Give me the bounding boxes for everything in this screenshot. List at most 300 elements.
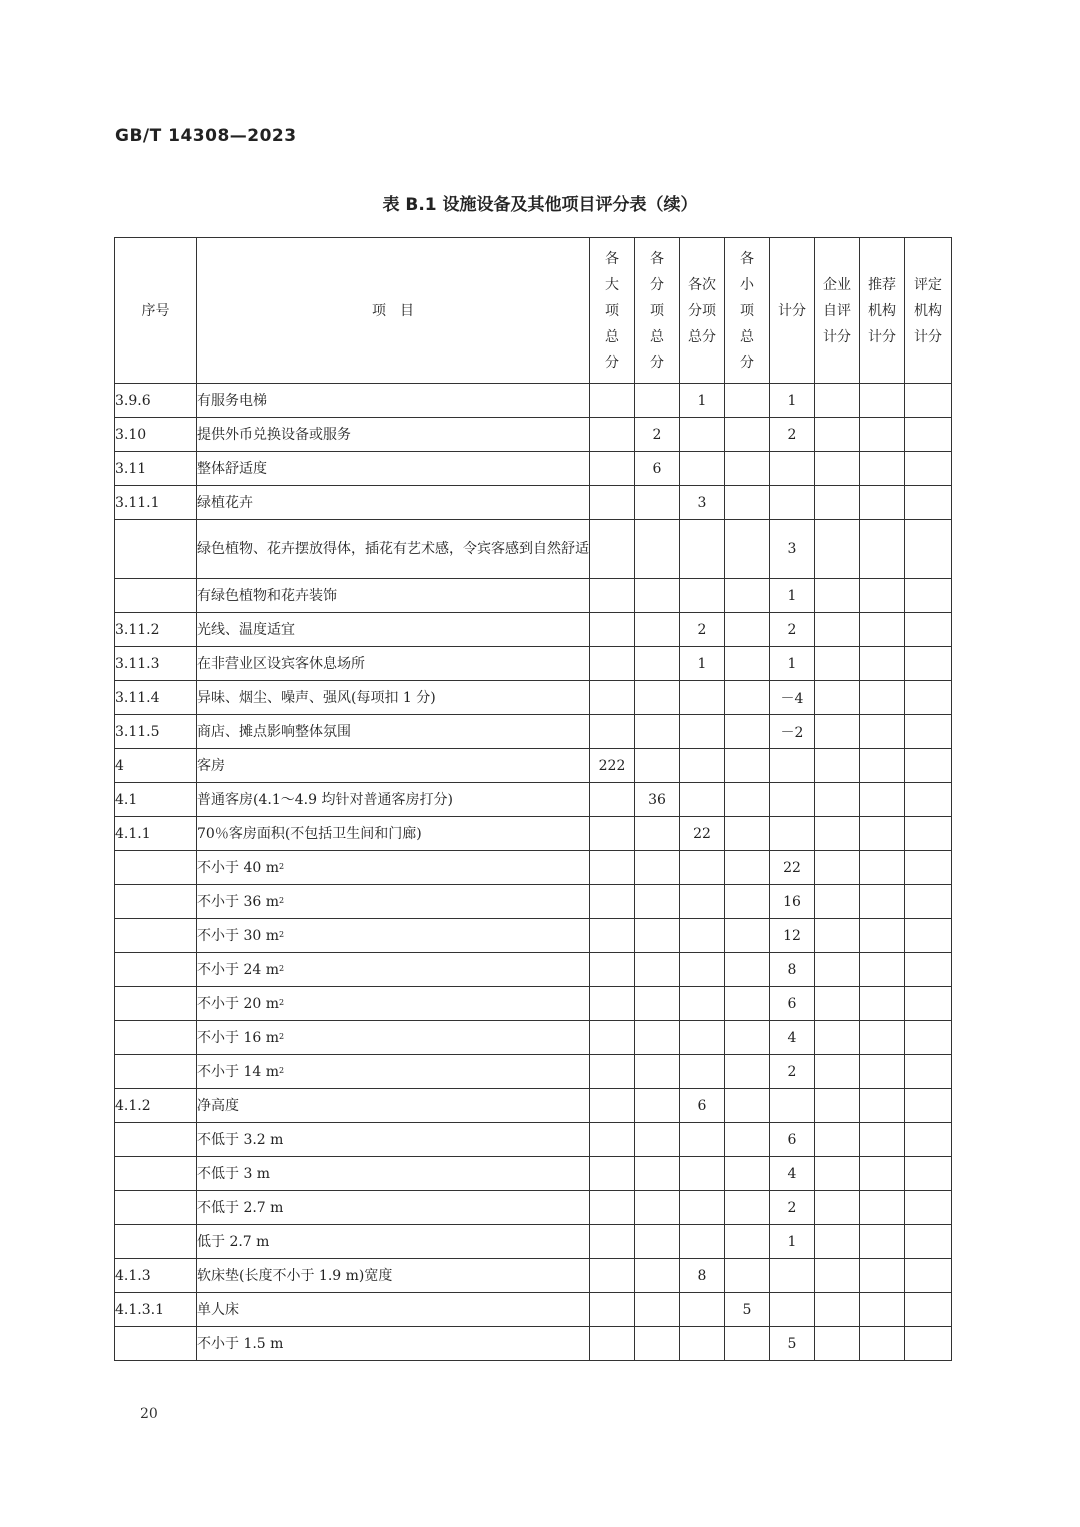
row-number-cell: 4.1: [115, 783, 197, 817]
item-text: 在非营业区设宾客休息场所: [197, 655, 365, 672]
secondary-item-total-cell: [680, 715, 725, 749]
minor-item-total-cell: [725, 1123, 770, 1157]
item-cell: [197, 919, 590, 953]
secondary-item-total-cell: 3: [680, 486, 725, 520]
score-cell: －4: [770, 681, 815, 715]
score-cell: 4: [770, 1157, 815, 1191]
row-number-cell: [115, 851, 197, 885]
table-row: [115, 520, 952, 579]
self-eval-score-cell: [815, 579, 860, 613]
row-number-cell: 4.1.1: [115, 817, 197, 851]
table-title: 表 B.1 设施设备及其他项目评分表（续）: [382, 195, 698, 215]
major-item-total-cell: [590, 613, 635, 647]
rating-org-score-cell: [905, 715, 952, 749]
secondary-item-total-cell: [680, 681, 725, 715]
secondary-item-total-cell: [680, 953, 725, 987]
major-item-total-cell: [590, 520, 635, 579]
secondary-item-total-cell: [680, 851, 725, 885]
sub-item-total-cell: [635, 1293, 680, 1327]
item-cell: [197, 1055, 590, 1089]
table-row: [115, 919, 952, 953]
unit-superscript: 2: [279, 895, 285, 905]
row-number-cell: [115, 520, 197, 579]
score-cell: 3: [770, 520, 815, 579]
unit-superscript: 2: [279, 963, 285, 973]
rating-org-score-cell: [905, 452, 952, 486]
score-cell: 2: [770, 613, 815, 647]
rating-org-score-cell: [905, 613, 952, 647]
column-header: 各 分 项 总 分: [635, 238, 680, 384]
item-cell: [197, 885, 590, 919]
column-header: 企业 自评 计分: [815, 238, 860, 384]
table-row: [115, 1055, 952, 1089]
secondary-item-total-cell: [680, 579, 725, 613]
major-item-total-cell: [590, 486, 635, 520]
row-number-cell: 3.11.3: [115, 647, 197, 681]
row-number-cell: 4.1.3.1: [115, 1293, 197, 1327]
item-cell: [197, 851, 590, 885]
item-text: 不低于 2.7 m: [197, 1199, 284, 1216]
table-row: [115, 1157, 952, 1191]
row-number-cell: 4.1.3: [115, 1259, 197, 1293]
self-eval-score-cell: [815, 452, 860, 486]
recommend-org-score-cell: [860, 418, 905, 452]
item-text: 不小于 20 m: [197, 995, 279, 1012]
sub-item-total-cell: [635, 953, 680, 987]
minor-item-total-cell: [725, 1259, 770, 1293]
row-number-cell: [115, 579, 197, 613]
row-number-cell: 4: [115, 749, 197, 783]
self-eval-score-cell: [815, 783, 860, 817]
recommend-org-score-cell: [860, 1259, 905, 1293]
major-item-total-cell: [590, 1225, 635, 1259]
minor-item-total-cell: [725, 953, 770, 987]
minor-item-total-cell: [725, 987, 770, 1021]
major-item-total-cell: [590, 715, 635, 749]
score-cell: 1: [770, 647, 815, 681]
major-item-total-cell: [590, 1021, 635, 1055]
recommend-org-score-cell: [860, 817, 905, 851]
major-item-total-cell: [590, 851, 635, 885]
major-item-total-cell: [590, 1327, 635, 1361]
sub-item-total-cell: [635, 817, 680, 851]
secondary-item-total-cell: 2: [680, 613, 725, 647]
recommend-org-score-cell: [860, 1293, 905, 1327]
item-cell: [197, 1191, 590, 1225]
item-text: 不小于 1.5 m: [197, 1335, 284, 1352]
item-cell: [197, 1327, 590, 1361]
item-cell: [197, 1157, 590, 1191]
scoring-table: [114, 237, 952, 1361]
minor-item-total-cell: [725, 579, 770, 613]
score-cell: [770, 749, 815, 783]
score-cell: 1: [770, 1225, 815, 1259]
row-number-cell: [115, 1021, 197, 1055]
score-cell: 1: [770, 579, 815, 613]
minor-item-total-cell: [725, 919, 770, 953]
secondary-item-total-cell: [680, 1191, 725, 1225]
item-cell: [197, 486, 590, 520]
minor-item-total-cell: [725, 647, 770, 681]
table-row: [115, 1021, 952, 1055]
minor-item-total-cell: [725, 681, 770, 715]
minor-item-total-cell: 5: [725, 1293, 770, 1327]
minor-item-total-cell: [725, 418, 770, 452]
recommend-org-score-cell: [860, 783, 905, 817]
item-cell: [197, 817, 590, 851]
rating-org-score-cell: [905, 647, 952, 681]
item-cell: [197, 418, 590, 452]
recommend-org-score-cell: [860, 1191, 905, 1225]
row-number-cell: [115, 1157, 197, 1191]
score-cell: [770, 817, 815, 851]
secondary-item-total-cell: [680, 1157, 725, 1191]
table-row: [115, 486, 952, 520]
secondary-item-total-cell: [680, 1021, 725, 1055]
recommend-org-score-cell: [860, 919, 905, 953]
row-number-cell: [115, 1055, 197, 1089]
row-number-cell: 3.10: [115, 418, 197, 452]
minor-item-total-cell: [725, 783, 770, 817]
row-number-cell: 4.1.2: [115, 1089, 197, 1123]
item-text: 异味、烟尘、噪声、强风(每项扣 1 分): [197, 689, 436, 706]
self-eval-score-cell: [815, 817, 860, 851]
score-cell: [770, 1259, 815, 1293]
score-cell: 5: [770, 1327, 815, 1361]
table-row: [115, 613, 952, 647]
major-item-total-cell: [590, 1259, 635, 1293]
column-header: 推荐 机构 计分: [860, 238, 905, 384]
sub-item-total-cell: [635, 851, 680, 885]
major-item-total-cell: [590, 681, 635, 715]
item-text: 绿植花卉: [197, 494, 253, 511]
secondary-item-total-cell: [680, 418, 725, 452]
self-eval-score-cell: [815, 851, 860, 885]
score-cell: [770, 1089, 815, 1123]
self-eval-score-cell: [815, 1225, 860, 1259]
item-text: 软床垫(长度不小于 1.9 m)宽度: [197, 1267, 393, 1284]
sub-item-total-cell: [635, 1225, 680, 1259]
rating-org-score-cell: [905, 953, 952, 987]
column-header: 各 大 项 总 分: [590, 238, 635, 384]
sub-item-total-cell: [635, 885, 680, 919]
sub-item-total-cell: [635, 1327, 680, 1361]
table-header-row: [115, 238, 952, 384]
row-number-cell: [115, 953, 197, 987]
major-item-total-cell: [590, 885, 635, 919]
item-cell: [197, 452, 590, 486]
recommend-org-score-cell: [860, 1089, 905, 1123]
sub-item-total-cell: 6: [635, 452, 680, 486]
table-row: [115, 452, 952, 486]
score-cell: 1: [770, 384, 815, 418]
secondary-item-total-cell: [680, 1123, 725, 1157]
item-cell: [197, 749, 590, 783]
item-text: 不低于 3 m: [197, 1165, 271, 1182]
minor-item-total-cell: [725, 749, 770, 783]
major-item-total-cell: [590, 647, 635, 681]
unit-superscript: 2: [279, 929, 285, 939]
column-header: 序号: [115, 238, 197, 384]
recommend-org-score-cell: [860, 1021, 905, 1055]
row-number-cell: [115, 919, 197, 953]
self-eval-score-cell: [815, 987, 860, 1021]
recommend-org-score-cell: [860, 452, 905, 486]
minor-item-total-cell: [725, 1021, 770, 1055]
item-cell: [197, 1293, 590, 1327]
recommend-org-score-cell: [860, 1123, 905, 1157]
score-cell: [770, 1293, 815, 1327]
self-eval-score-cell: [815, 1021, 860, 1055]
item-text: 不低于 3.2 m: [197, 1131, 284, 1148]
item-text: 商店、摊点影响整体氛围: [197, 723, 351, 740]
self-eval-score-cell: [815, 647, 860, 681]
unit-superscript: 2: [279, 997, 285, 1007]
major-item-total-cell: [590, 1293, 635, 1327]
minor-item-total-cell: [725, 1225, 770, 1259]
item-text: 有绿色植物和花卉装饰: [197, 587, 337, 604]
recommend-org-score-cell: [860, 715, 905, 749]
rating-org-score-cell: [905, 851, 952, 885]
self-eval-score-cell: [815, 1259, 860, 1293]
recommend-org-score-cell: [860, 486, 905, 520]
minor-item-total-cell: [725, 384, 770, 418]
self-eval-score-cell: [815, 486, 860, 520]
major-item-total-cell: [590, 953, 635, 987]
rating-org-score-cell: [905, 1191, 952, 1225]
rating-org-score-cell: [905, 817, 952, 851]
minor-item-total-cell: [725, 817, 770, 851]
table-row: [115, 1225, 952, 1259]
recommend-org-score-cell: [860, 647, 905, 681]
secondary-item-total-cell: [680, 1327, 725, 1361]
minor-item-total-cell: [725, 715, 770, 749]
table-row: [115, 1259, 952, 1293]
table-row: [115, 1123, 952, 1157]
row-number-cell: 3.11: [115, 452, 197, 486]
table-row: [115, 783, 952, 817]
minor-item-total-cell: [725, 1089, 770, 1123]
table-row: [115, 384, 952, 418]
table-row: [115, 579, 952, 613]
table-row: [115, 749, 952, 783]
rating-org-score-cell: [905, 919, 952, 953]
rating-org-score-cell: [905, 1021, 952, 1055]
rating-org-score-cell: [905, 1327, 952, 1361]
item-cell: [197, 1089, 590, 1123]
sub-item-total-cell: [635, 749, 680, 783]
sub-item-total-cell: 2: [635, 418, 680, 452]
column-header: 各 小 项 总 分: [725, 238, 770, 384]
secondary-item-total-cell: 22: [680, 817, 725, 851]
major-item-total-cell: [590, 783, 635, 817]
minor-item-total-cell: [725, 1191, 770, 1225]
minor-item-total-cell: [725, 613, 770, 647]
rating-org-score-cell: [905, 885, 952, 919]
recommend-org-score-cell: [860, 953, 905, 987]
table-row: [115, 885, 952, 919]
self-eval-score-cell: [815, 1327, 860, 1361]
item-cell: [197, 520, 590, 579]
score-cell: 4: [770, 1021, 815, 1055]
major-item-total-cell: [590, 384, 635, 418]
table-row: [115, 647, 952, 681]
secondary-item-total-cell: [680, 1293, 725, 1327]
secondary-item-total-cell: [680, 919, 725, 953]
sub-item-total-cell: [635, 715, 680, 749]
recommend-org-score-cell: [860, 1157, 905, 1191]
recommend-org-score-cell: [860, 1225, 905, 1259]
minor-item-total-cell: [725, 851, 770, 885]
table-row: [115, 987, 952, 1021]
minor-item-total-cell: [725, 885, 770, 919]
self-eval-score-cell: [815, 919, 860, 953]
sub-item-total-cell: [635, 486, 680, 520]
minor-item-total-cell: [725, 1055, 770, 1089]
sub-item-total-cell: [635, 1055, 680, 1089]
secondary-item-total-cell: [680, 885, 725, 919]
score-cell: 6: [770, 1123, 815, 1157]
sub-item-total-cell: [635, 1089, 680, 1123]
minor-item-total-cell: [725, 1157, 770, 1191]
unit-superscript: 2: [279, 1065, 285, 1075]
item-cell: [197, 1123, 590, 1157]
self-eval-score-cell: [815, 1089, 860, 1123]
table-row: [115, 418, 952, 452]
sub-item-total-cell: [635, 647, 680, 681]
major-item-total-cell: [590, 1123, 635, 1157]
column-header: 各次 分项 总分: [680, 238, 725, 384]
score-cell: 2: [770, 1055, 815, 1089]
column-header: 计分: [770, 238, 815, 384]
secondary-item-total-cell: [680, 1055, 725, 1089]
major-item-total-cell: [590, 817, 635, 851]
standard-code: GB/T 14308—2023: [115, 126, 297, 146]
recommend-org-score-cell: [860, 987, 905, 1021]
rating-org-score-cell: [905, 486, 952, 520]
item-text: 70％客房面积(不包括卫生间和门廊): [197, 825, 422, 842]
score-cell: 2: [770, 418, 815, 452]
row-number-cell: 3.11.4: [115, 681, 197, 715]
major-item-total-cell: [590, 1055, 635, 1089]
item-cell: [197, 579, 590, 613]
table-row: [115, 1191, 952, 1225]
row-number-cell: 3.11.1: [115, 486, 197, 520]
item-text: 单人床: [197, 1301, 239, 1318]
minor-item-total-cell: [725, 452, 770, 486]
minor-item-total-cell: [725, 1327, 770, 1361]
sub-item-total-cell: [635, 1021, 680, 1055]
row-number-cell: [115, 885, 197, 919]
item-cell: [197, 613, 590, 647]
rating-org-score-cell: [905, 1259, 952, 1293]
recommend-org-score-cell: [860, 613, 905, 647]
major-item-total-cell: [590, 1089, 635, 1123]
sub-item-total-cell: [635, 579, 680, 613]
major-item-total-cell: [590, 919, 635, 953]
item-text: 提供外币兑换设备或服务: [197, 426, 351, 443]
table-row: [115, 681, 952, 715]
self-eval-score-cell: [815, 1123, 860, 1157]
self-eval-score-cell: [815, 1055, 860, 1089]
row-number-cell: 3.9.6: [115, 384, 197, 418]
rating-org-score-cell: [905, 384, 952, 418]
self-eval-score-cell: [815, 715, 860, 749]
score-cell: 2: [770, 1191, 815, 1225]
major-item-total-cell: [590, 987, 635, 1021]
item-text: 低于 2.7 m: [197, 1233, 270, 1250]
recommend-org-score-cell: [860, 520, 905, 579]
major-item-total-cell: [590, 1191, 635, 1225]
sub-item-total-cell: [635, 1157, 680, 1191]
page-number: 20: [140, 1406, 158, 1422]
item-text: 不小于 40 m: [197, 859, 279, 876]
item-text: 不小于 30 m: [197, 927, 279, 944]
secondary-item-total-cell: 1: [680, 647, 725, 681]
secondary-item-total-cell: [680, 987, 725, 1021]
item-text: 客房: [197, 757, 225, 774]
sub-item-total-cell: [635, 681, 680, 715]
self-eval-score-cell: [815, 418, 860, 452]
minor-item-total-cell: [725, 486, 770, 520]
self-eval-score-cell: [815, 520, 860, 579]
rating-org-score-cell: [905, 681, 952, 715]
secondary-item-total-cell: [680, 520, 725, 579]
item-cell: [197, 647, 590, 681]
table-row: [115, 1293, 952, 1327]
item-cell: [197, 987, 590, 1021]
major-item-total-cell: [590, 1157, 635, 1191]
item-text: 不小于 16 m: [197, 1029, 279, 1046]
rating-org-score-cell: [905, 987, 952, 1021]
item-text: 整体舒适度: [197, 460, 267, 477]
sub-item-total-cell: [635, 919, 680, 953]
item-cell: [197, 1021, 590, 1055]
item-text: 净高度: [197, 1097, 239, 1114]
major-item-total-cell: [590, 418, 635, 452]
row-number-cell: [115, 1327, 197, 1361]
score-cell: 22: [770, 851, 815, 885]
sub-item-total-cell: 36: [635, 783, 680, 817]
minor-item-total-cell: [725, 520, 770, 579]
secondary-item-total-cell: [680, 452, 725, 486]
item-cell: [197, 1259, 590, 1293]
major-item-total-cell: 222: [590, 749, 635, 783]
unit-superscript: 2: [279, 1031, 285, 1041]
rating-org-score-cell: [905, 1157, 952, 1191]
recommend-org-score-cell: [860, 885, 905, 919]
rating-org-score-cell: [905, 1089, 952, 1123]
self-eval-score-cell: [815, 1157, 860, 1191]
table-row: [115, 715, 952, 749]
table-body: [115, 384, 952, 1361]
self-eval-score-cell: [815, 613, 860, 647]
score-cell: [770, 452, 815, 486]
rating-org-score-cell: [905, 520, 952, 579]
item-text: 光线、温度适宜: [197, 621, 295, 638]
secondary-item-total-cell: 6: [680, 1089, 725, 1123]
recommend-org-score-cell: [860, 749, 905, 783]
rating-org-score-cell: [905, 749, 952, 783]
item-text: 不小于 24 m: [197, 961, 279, 978]
score-cell: 16: [770, 885, 815, 919]
recommend-org-score-cell: [860, 851, 905, 885]
sub-item-total-cell: [635, 613, 680, 647]
row-number-cell: [115, 987, 197, 1021]
rating-org-score-cell: [905, 1123, 952, 1157]
secondary-item-total-cell: [680, 749, 725, 783]
sub-item-total-cell: [635, 520, 680, 579]
